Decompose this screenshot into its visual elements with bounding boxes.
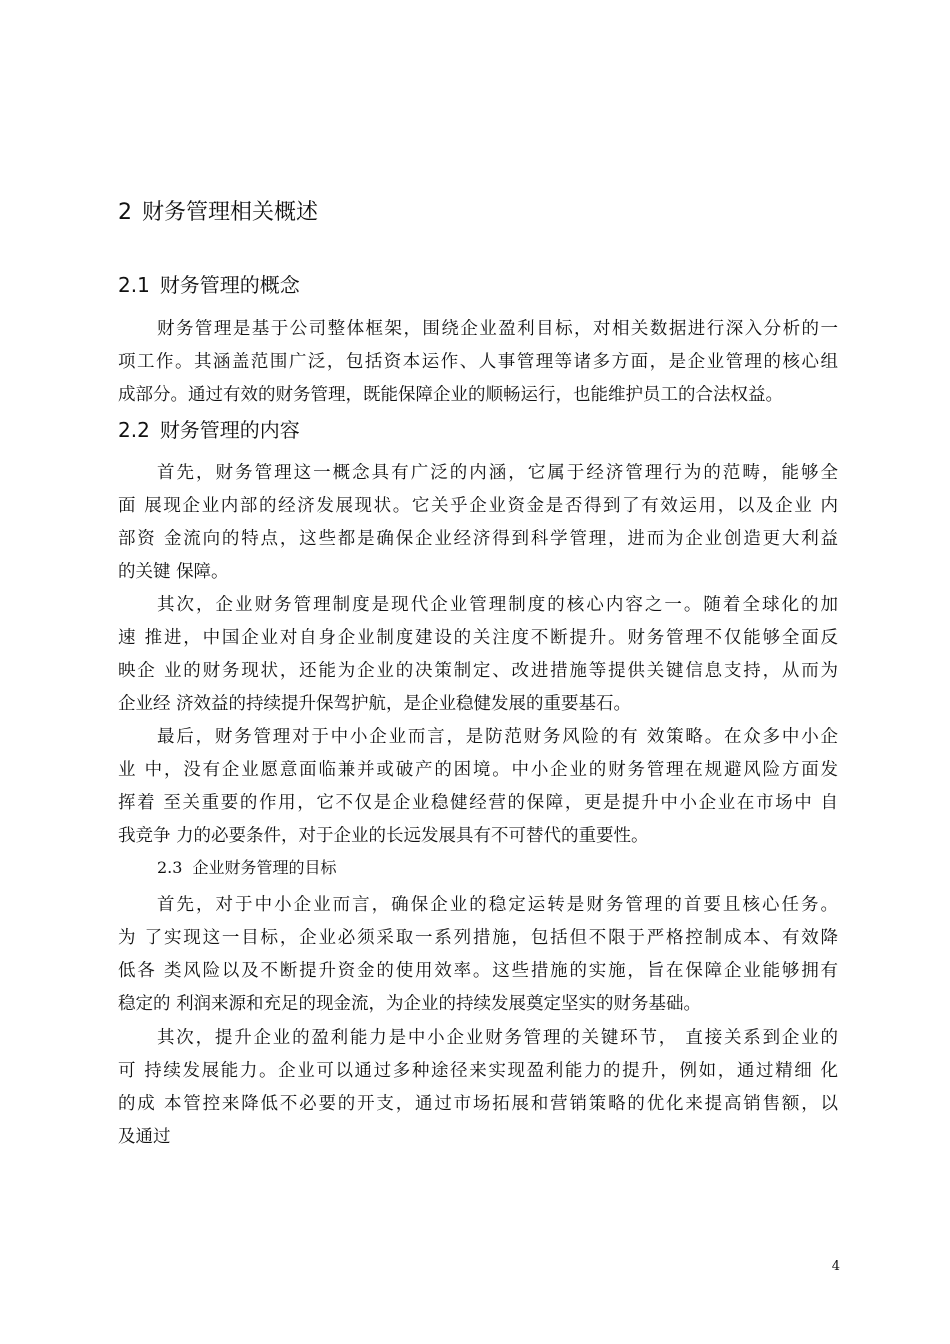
paragraph-line: 映企 业的财务现状，还能为企业的决策制定、改进措施等提供关键信息支持，从而为 [118, 661, 838, 681]
paragraph-line: 为 了实现这一目标，企业必须采取一系列措施，包括但不限于严格控制成本、有效降 [118, 928, 838, 948]
paragraph-line: 其次，企业财务管理制度是现代企业管理制度的核心内容之一。随着全球化的加 [157, 595, 838, 615]
paragraph [118, 721, 838, 853]
paragraph-line: 我竞争 力的必要条件，对于企业的长远发展具有不可替代的重要性。 [118, 826, 649, 846]
subsection-heading-2-2 [118, 416, 300, 444]
paragraph [118, 889, 838, 1021]
paragraph-line: 成部分。通过有效的财务管理，既能保障企业的顺畅运行，也能维护员工的合法权益。 [118, 385, 783, 405]
paragraph-line: 首先，对于中小企业而言，确保企业的稳定运转是财务管理的首要且核心任务。 [157, 895, 838, 915]
paragraph-line: 企业经 济效益的持续提升保驾护航，是企业稳健发展的重要基石。 [118, 694, 632, 714]
paragraph [118, 313, 838, 412]
subsection-number: 2.2 [118, 418, 150, 442]
subsection-title: 企业财务管理的目标 [192, 858, 337, 877]
paragraph-line: 面 展现企业内部的经济发展现状。它关乎企业资金是否得到了有效运用，以及企业 内 [118, 496, 838, 516]
subsection-number: 2.1 [118, 273, 150, 297]
page-number: 4 [831, 1259, 840, 1274]
paragraph-line: 部资 金流向的特点，这些都是确保企业经济得到科学管理，进而为企业创造更大利益 [118, 529, 838, 549]
paragraph-line: 速 推进，中国企业对自身企业制度建设的关注度不断提升。财务管理不仅能够全面反 [118, 628, 838, 648]
paragraph [118, 1022, 838, 1154]
subsection-heading-2-1 [118, 271, 300, 299]
paragraph-line: 最后，财务管理对于中小企业而言，是防范财务风险的有 效策略。在众多中小企 [157, 727, 838, 747]
paragraph-line: 的关键 保障。 [118, 562, 229, 582]
paragraph-line: 首先，财务管理这一概念具有广泛的内涵，它属于经济管理行为的范畴，能够全 [157, 463, 838, 483]
subsection-title: 财务管理的内容 [159, 418, 300, 442]
paragraph-line: 可 持续发展能力。企业可以通过多种途径来实现盈利能力的提升，例如，通过精细 化 [118, 1061, 838, 1081]
section-heading [118, 198, 318, 228]
paragraph-line: 低各 类风险以及不断提升资金的使用效率。这些措施的实施，旨在保障企业能够拥有 [118, 961, 838, 981]
paragraph-line: 的成 本管控来降低不必要的开支，通过市场拓展和营销策略的优化来提高销售额，以 [118, 1094, 838, 1114]
paragraph [118, 457, 838, 589]
subsection-number: 2.3 [157, 858, 183, 877]
paragraph-line: 财务管理是基于公司整体框架，围绕企业盈利目标，对相关数据进行深入分析的一 [157, 319, 838, 339]
paragraph-line: 项工作。其涵盖范围广泛，包括资本运作、人事管理等诸多方面，是企业管理的核心组 [118, 352, 838, 372]
section-title: 财务管理相关概述 [142, 200, 319, 225]
subsection-heading-2-3 [157, 856, 336, 880]
section-number: 2 [118, 200, 132, 225]
paragraph [118, 589, 838, 721]
subsection-title: 财务管理的概念 [159, 273, 300, 297]
paragraph-line: 稳定的 利润来源和充足的现金流，为企业的持续发展奠定坚实的财务基础。 [118, 994, 702, 1014]
paragraph-line: 业 中，没有企业愿意面临兼并或破产的困境。中小企业的财务管理在规避风险方面发 [118, 760, 838, 780]
paragraph-line: 挥着 至关重要的作用，它不仅是企业稳健经营的保障，更是提升中小企业在市场中 自 [118, 793, 838, 813]
paragraph-line: 其次，提升企业的盈利能力是中小企业财务管理的关键环节， 直接关系到企业的 [157, 1028, 838, 1048]
paragraph-line: 及通过 [118, 1127, 171, 1147]
